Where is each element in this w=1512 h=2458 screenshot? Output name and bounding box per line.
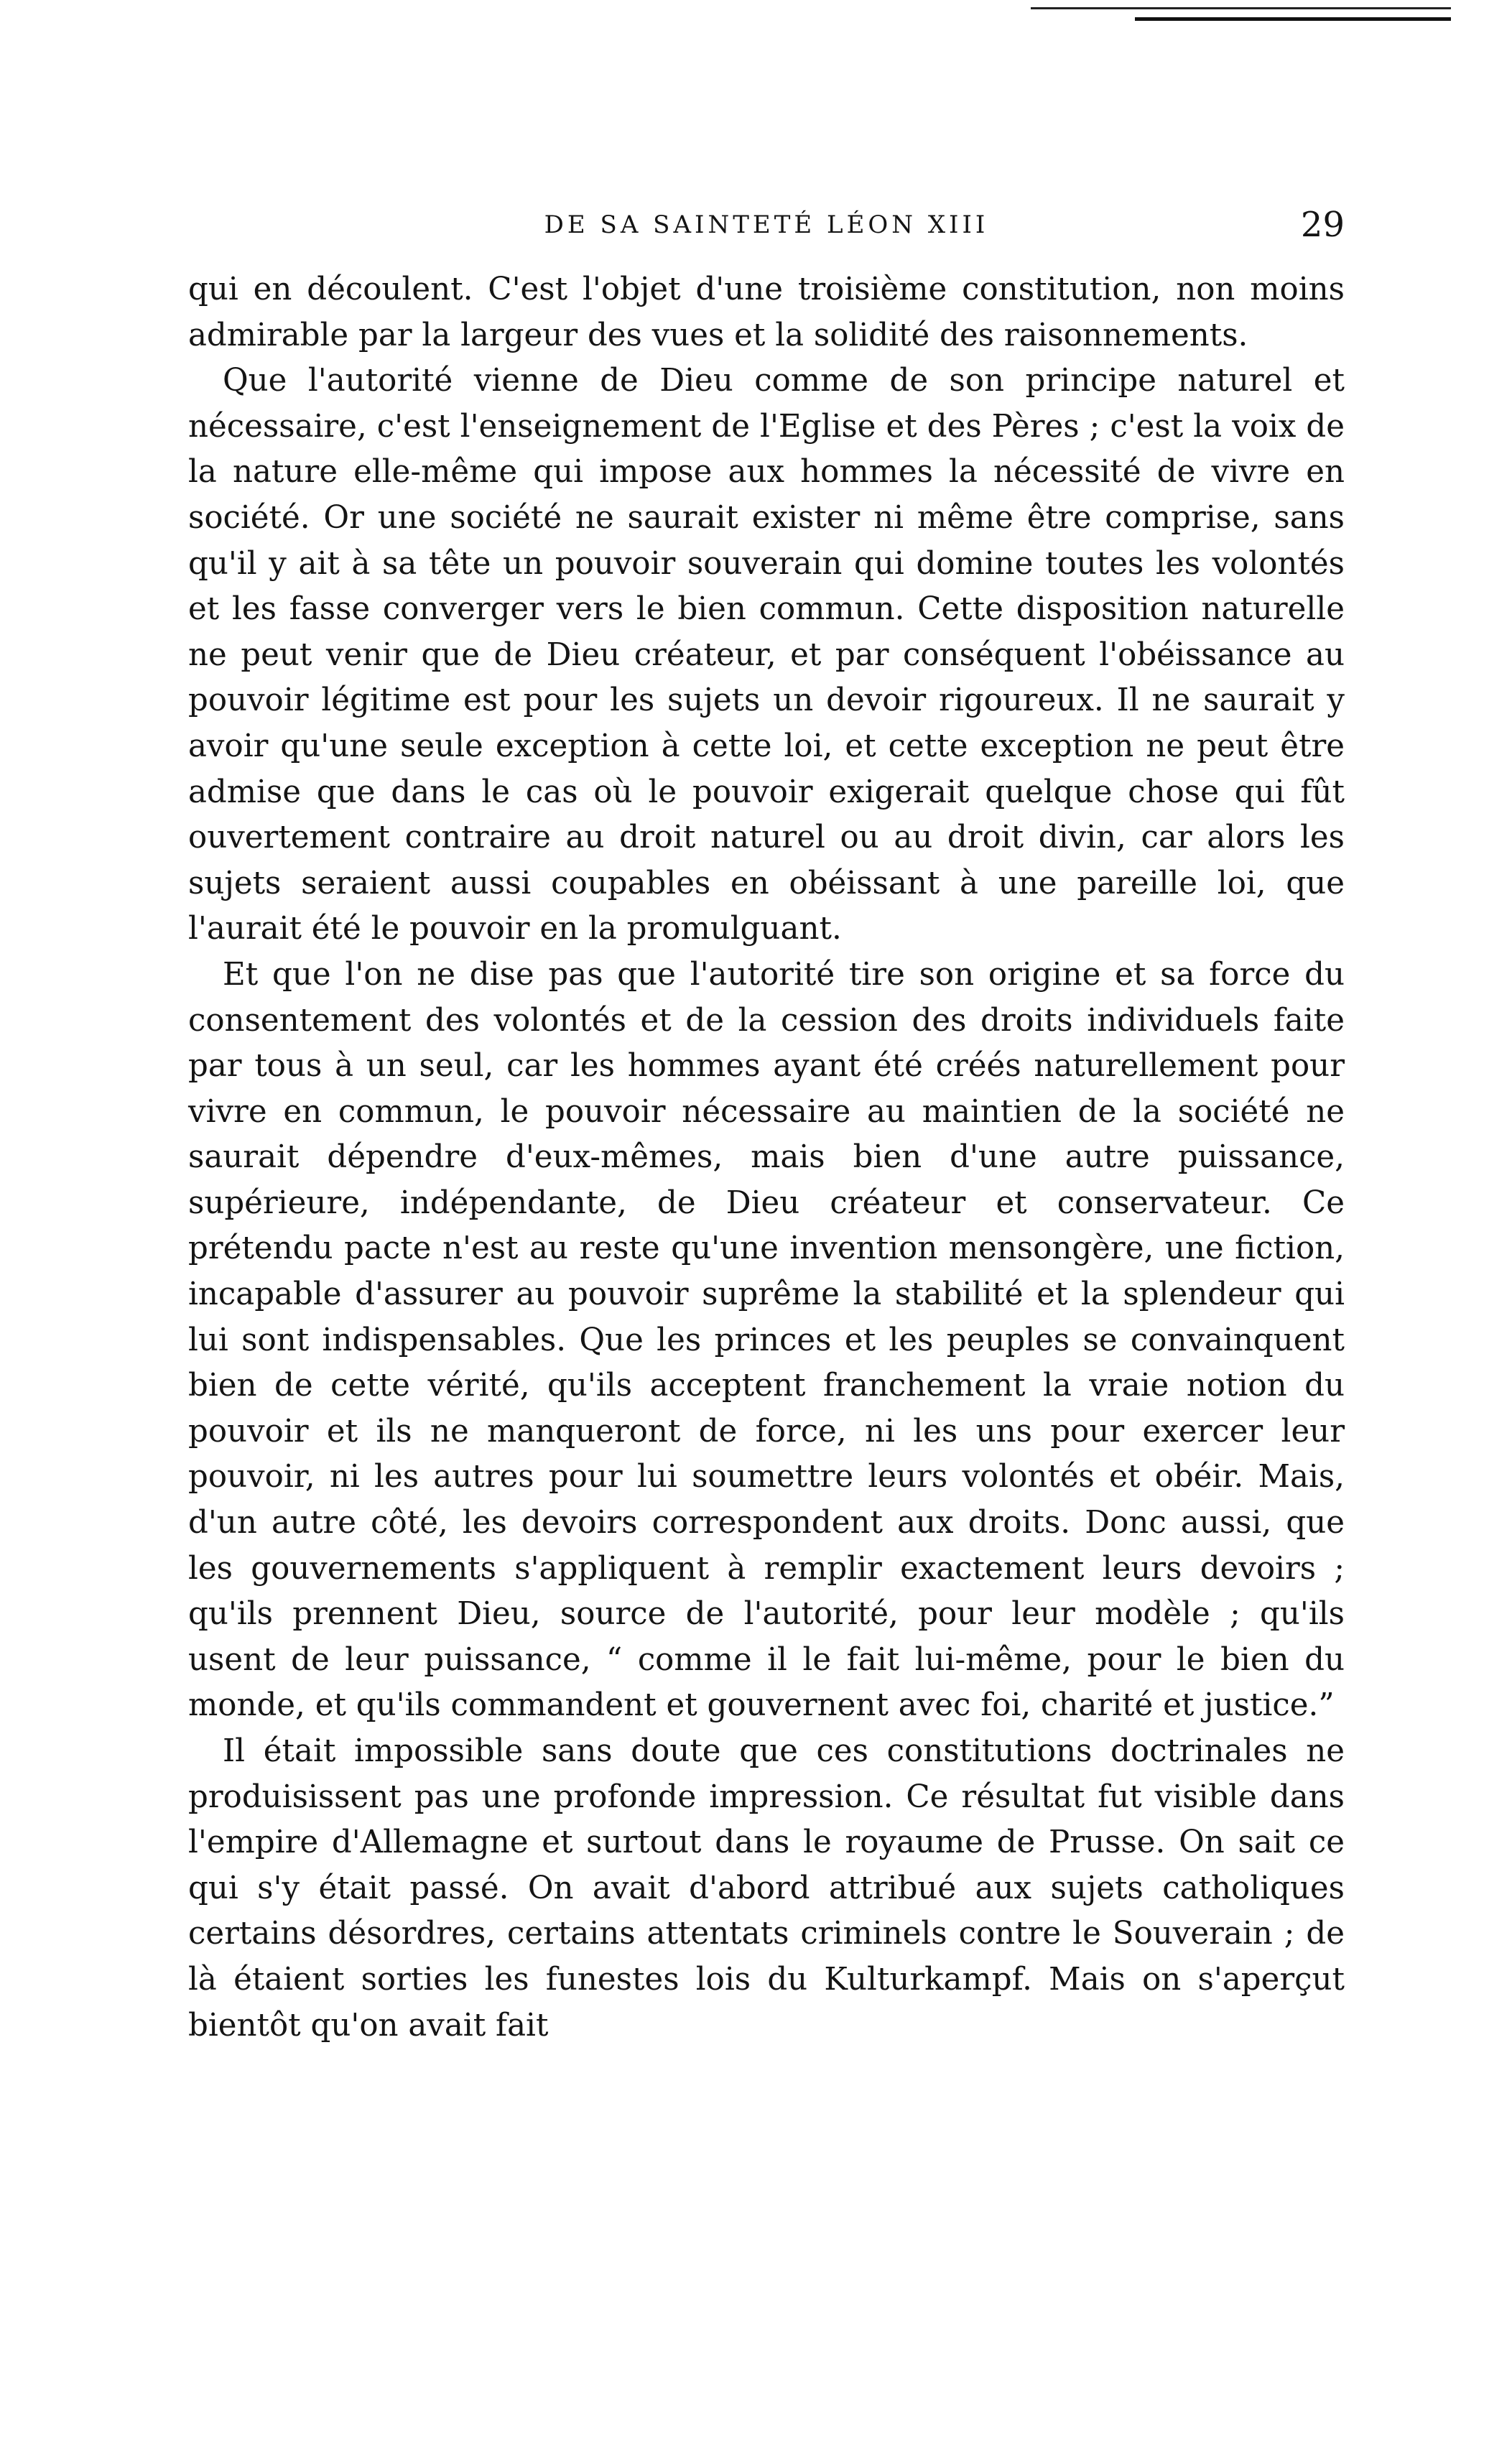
paragraph-3: Et que l'on ne dise pas que l'autorité tire son origine et sa force du consentement des volontés et de la cession des droits individuels faite par tous à un seul, car les hommes ayant été créés naturellement pour vivre en commun, le pouvoir nécessaire au maintien de la société ne saurait dépendre d'eux-mêmes, mais bien d'une autre puissance, supérieure, indépendante, de Dieu créateur et conservateur. Ce prétendu pacte n'est au reste qu'une invention mensongère, une fiction, incapable d'assurer au pouvoir suprême la stabilité et la splendeur qui lui sont indispensables. Que les princes et les peuples se convainquent bien de cette vérité, qu'ils acceptent franchement la vraie notion du pouvoir et ils ne manqueront de force, ni les uns pour exercer leur pouvoir, ni les autres pour lui soumettre leurs volontés et obéir. Mais, d'un autre côté, les devoirs correspondent aux droits. Donc aussi, que les gouvernements s'appliquent à remplir exactement leurs devoirs ; qu'ils prennent Dieu, source de l'autorité, pour leur modèle ; qu'ils usent de leur puissance, “ comme il le fait lui-même, pour le bien du monde, et qu'ils commandent et gouvernent avec foi, charité et justice.”: [188, 956, 1345, 1724]
top-edge-rule-thick: [1135, 17, 1451, 21]
page-number: 29: [1300, 205, 1345, 245]
running-head: [188, 205, 1345, 248]
body-text: [188, 267, 1345, 2049]
paragraph-1: qui en découlent. C'est l'objet d'une troisième constitution, non moins admirable par la largeur des vues et la solidité des raisonnements.: [188, 272, 1345, 353]
paragraph-2: Que l'autorité vienne de Dieu comme de son principe naturel et nécessaire, c'est l'enseignement de l'Eglise et des Pères ; c'est la voix de la nature elle-même qui impose aux hommes la nécessité de vivre en société. Or une société ne saurait exister ni même être comprise, sans qu'il y ait à sa tête un pouvoir souverain qui domine toutes les volontés et les fasse converger vers le bien commun. Cette disposition naturelle ne peut venir que de Dieu créateur, et par conséquent l'obéissance au pouvoir légitime est pour les sujets un devoir rigoureux. Il ne saurait y avoir qu'une seule exception à cette loi, et cette exception ne peut être admise que dans le cas où le pouvoir exigerait quelque chose qui fût ouvertement contraire au droit naturel ou au droit divin, car alors les sujets seraient aussi coupables en obéissant à une pareille loi, que l'aurait été le pouvoir en la promulguant.: [188, 363, 1345, 947]
paragraph-4: Il était impossible sans doute que ces constitutions doctrinales ne produisissent pas une profonde impression. Ce résultat fut visible dans l'empire d'Allemagne et surtout dans le royaume de Prusse. On sait ce qui s'y était passé. On avait d'abord attribué aux sujets catholiques certains désordres, certains attentats criminels contre le Souverain ; de là étaient sorties les funestes lois du Kulturkampf. Mais on s'aperçut bientôt qu'on avait fait: [188, 1733, 1345, 2044]
running-title: DE SA SAINTETÉ LÉON XIII: [544, 210, 989, 239]
top-edge-rule: [1031, 7, 1451, 9]
